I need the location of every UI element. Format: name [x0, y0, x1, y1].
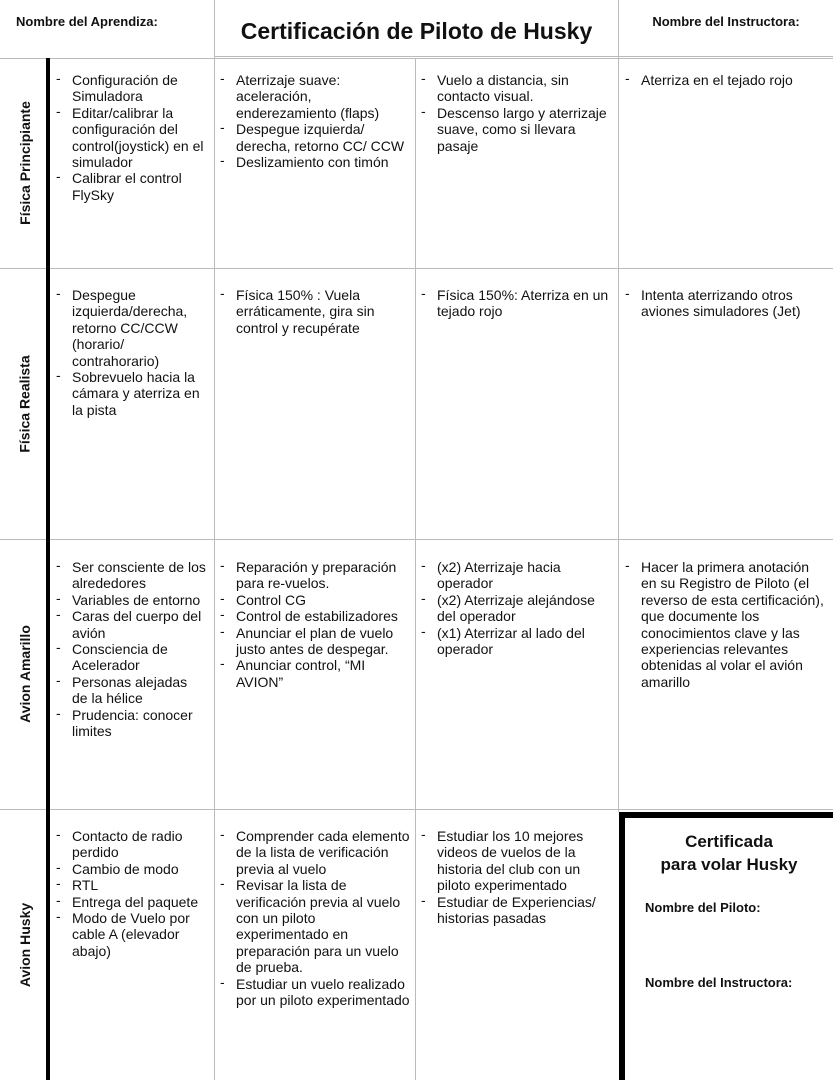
grid-line	[618, 0, 619, 812]
task-item: - Modo de Vuelo por cable A (elevador abajo)	[56, 910, 206, 959]
grid-line	[0, 809, 833, 810]
grid-line	[0, 58, 833, 59]
task-item: - Física 150% : Vuela erráticamente, gira sin control y recupérate	[220, 287, 410, 336]
task-item: - (x1) Aterrizar al lado del operador	[421, 625, 613, 658]
task-item: - Editar/calibrar la configuración del control(joystick) en el simulador	[56, 105, 206, 171]
task-item: - Descenso largo y aterrizaje suave, como si llevara pasaje	[421, 105, 613, 154]
task-list	[625, 287, 825, 320]
task-item: - Calibrar el control FlySky	[56, 170, 206, 203]
task-list	[56, 287, 206, 418]
apprentice-name-label: Nombre del Aprendiza:	[16, 14, 158, 29]
grid-line	[214, 0, 215, 1080]
task-list	[220, 287, 410, 336]
task-item: - Hacer la primera anotación en su Registro de Piloto (el reverso de esta certificación), que documente los conocimientos clave y las experiencias relevantes obtenidas al volar el avión amarillo	[625, 559, 825, 690]
task-item: - Prudencia: conocer limites	[56, 707, 206, 740]
task-item: - Consciencia de Acelerador	[56, 641, 206, 674]
row-label-fisica-realista: Física Realista	[17, 354, 33, 453]
task-item: - Entrega del paquete	[56, 894, 206, 910]
task-item: - Estudiar de Experiencias/ historias pasadas	[421, 894, 613, 927]
task-item: - Configuración de Simuladora	[56, 72, 206, 105]
task-item: - Control CG	[220, 592, 410, 608]
task-list	[625, 559, 825, 690]
certificate-box	[619, 812, 833, 1080]
task-item: - Revisar la lista de verificación previa al vuelo con un piloto experimentado en preparación para un vuelo de prueba.	[220, 877, 410, 975]
row-label-avion-husky: Avion Husky	[17, 902, 33, 987]
task-item: - Sobrevuelo hacia la cámara y aterriza en la pista	[56, 369, 206, 418]
task-item: - Comprender cada elemento de la lista de verificación previa al vuelo	[220, 828, 410, 877]
grid-line	[415, 58, 416, 1080]
pilot-name-label: Nombre del Piloto:	[645, 900, 761, 915]
task-item: - Intenta aterrizando otros aviones simuladores (Jet)	[625, 287, 825, 320]
task-list	[421, 72, 613, 154]
task-item: - RTL	[56, 877, 206, 893]
task-list	[220, 559, 410, 690]
task-item: - Personas alejadas de la hélice	[56, 674, 206, 707]
task-item: - (x2) Aterrizaje alejándose del operador	[421, 592, 613, 625]
task-item: - Física 150%: Aterriza en un tejado rojo	[421, 287, 613, 320]
task-item: - Despegue izquierda/ derecha, retorno CC/ CCW	[220, 121, 410, 154]
task-item: - Caras del cuerpo del avión	[56, 608, 206, 641]
task-list	[220, 828, 410, 1008]
task-item: - Aterrizaje suave: aceleración, enderezamiento (flaps)	[220, 72, 410, 121]
task-list	[56, 72, 206, 203]
task-list	[56, 559, 206, 739]
task-item: - Estudiar los 10 mejores videos de vuelos de la historia del club con un piloto experimentado	[421, 828, 613, 894]
task-item: - (x2) Aterrizaje hacia operador	[421, 559, 613, 592]
task-item: - Aterriza en el tejado rojo	[625, 72, 825, 88]
grid-line	[0, 268, 833, 269]
task-item: - Variables de entorno	[56, 592, 206, 608]
task-item: - Anunciar el plan de vuelo justo antes de despegar.	[220, 625, 410, 658]
task-item: - Contacto de radio perdido	[56, 828, 206, 861]
task-item: - Vuelo a distancia, sin contacto visual.	[421, 72, 613, 105]
task-item: - Despegue izquierda/derecha, retorno CC/CCW (horario/ contrahorario)	[56, 287, 206, 369]
task-list	[421, 287, 613, 320]
task-item: - Ser consciente de los alrededores	[56, 559, 206, 592]
task-item: - Reparación y preparación para re-vuelos.	[220, 559, 410, 592]
row-label-divider	[46, 58, 50, 1080]
task-list	[421, 559, 613, 657]
task-item: - Estudiar un vuelo realizado por un piloto experimentado	[220, 976, 410, 1009]
task-item: - Anunciar control, “MI AVION”	[220, 657, 410, 690]
certificate-title: Certificada para volar Husky	[660, 832, 798, 874]
task-list	[220, 72, 410, 170]
page-title: Certificación de Piloto de Husky	[240, 18, 593, 44]
grid-line	[0, 539, 833, 540]
row-label-avion-amarillo: Avion Amarillo	[17, 625, 34, 723]
task-list	[56, 828, 206, 959]
task-list	[625, 72, 825, 88]
task-item: - Cambio de modo	[56, 861, 206, 877]
row-label-fisica-principiante: Física Principiante	[17, 101, 33, 225]
task-item: - Control de estabilizadores	[220, 608, 410, 624]
task-item: - Deslizamiento con timón	[220, 154, 410, 170]
instructor-name-label: Nombre del Instructora:	[652, 14, 800, 29]
grid-line	[214, 56, 833, 57]
task-list	[421, 828, 613, 926]
certificate-instructor-label: Nombre del Instructora:	[645, 975, 793, 990]
